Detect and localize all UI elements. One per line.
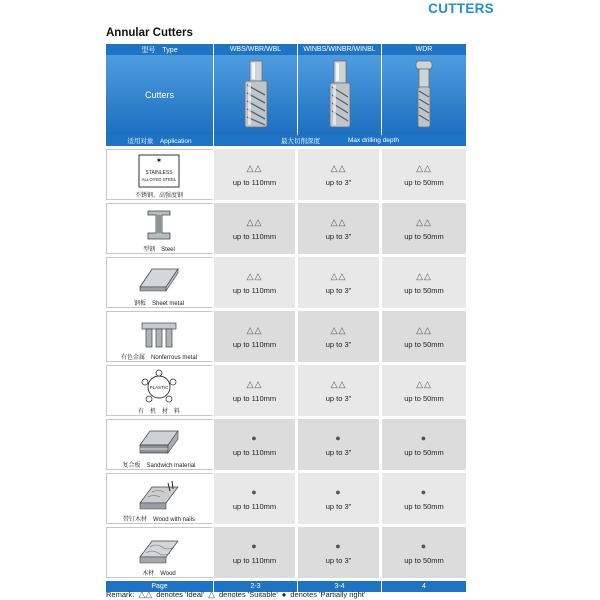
depth-cell: [382, 473, 466, 524]
material-label: 木材 Wood: [142, 571, 176, 577]
material-cell: [106, 203, 214, 254]
cutters-label: Cutters: [144, 90, 174, 100]
material-label: 型钢 Steel: [143, 247, 175, 253]
cutter-image-row: [106, 55, 466, 135]
depth-cell: [382, 203, 466, 254]
depth-value: up to 3": [325, 340, 352, 349]
depth-value: up to 3": [325, 394, 352, 403]
material-label: 钢板 Sheet metal: [133, 301, 185, 307]
depth-cell: [298, 419, 382, 470]
column-header: WBS/WBR/WBL: [214, 44, 298, 55]
material-row: [106, 419, 466, 470]
rating-symbol: △△: [246, 378, 263, 389]
depth-cell: [382, 149, 466, 200]
section-title: Annular Cutters: [106, 27, 193, 39]
depth-cell: [298, 473, 382, 524]
depth-label-cn: 最大切削深度: [281, 138, 321, 145]
type-header: 型号 Type: [106, 44, 214, 55]
material-row: [106, 203, 466, 254]
column-header: WINBS/WINBR/WINBL: [298, 44, 382, 55]
application-row: [106, 135, 466, 146]
sandwich-material-icon: [136, 423, 182, 459]
material-label: 复合板 Sandwich material: [122, 463, 196, 469]
depth-value: up to 3": [325, 232, 352, 241]
depth-cell: [214, 365, 298, 416]
material-cell: [106, 473, 214, 524]
depth-value: up to 50mm: [404, 394, 444, 403]
depth-value: up to 110mm: [232, 556, 277, 565]
header-row: [106, 44, 466, 55]
rating-symbol: △△: [416, 378, 432, 389]
depth-cell: [382, 527, 466, 578]
depth-cell: [298, 257, 382, 308]
depth-value: up to 3": [325, 178, 352, 187]
rating-symbol: △△: [330, 216, 347, 227]
partial-text: denotes 'Partially right': [290, 590, 366, 599]
rating-symbol: ●: [335, 487, 342, 497]
svg-text:✶: ✶: [155, 156, 163, 165]
remark: [106, 589, 365, 600]
depth-cell: [382, 365, 466, 416]
annular-cutter-icon: [404, 59, 444, 131]
ideal-symbol: △△: [138, 589, 153, 599]
rating-symbol: ●: [335, 433, 342, 443]
depth-value: up to 110mm: [232, 232, 277, 241]
rating-symbol: △△: [416, 270, 432, 281]
depth-value: up to 110mm: [232, 448, 277, 457]
column-header: WDR: [382, 44, 466, 55]
icon-text: ALLOYED STEEL: [141, 177, 177, 182]
depth-cell: [298, 149, 382, 200]
page-value: 2-3: [214, 581, 298, 592]
rating-symbol: ●: [420, 433, 428, 443]
rating-symbol: ●: [251, 433, 258, 443]
rating-symbol: △△: [330, 378, 347, 389]
material-row: [106, 311, 466, 362]
depth-cell: [298, 203, 382, 254]
icon-text: PLASTIC: [149, 385, 169, 390]
depth-cell: [214, 527, 298, 578]
material-cell: [106, 419, 214, 470]
rating-symbol: △△: [246, 270, 263, 281]
depth-cell: [298, 311, 382, 362]
remark-label: Remark:: [106, 590, 135, 599]
depth-value: up to 110mm: [232, 286, 277, 295]
brand-title: CUTTERS: [428, 1, 494, 16]
steel-beam-icon: [136, 207, 182, 243]
depth-value: up to 110mm: [232, 502, 277, 511]
depth-cell: [214, 311, 298, 362]
depth-cell: [382, 419, 466, 470]
depth-cell: [214, 149, 298, 200]
rating-symbol: ●: [251, 541, 258, 551]
rating-symbol: △△: [246, 324, 263, 335]
depth-cell: [214, 419, 298, 470]
cutter-table: [106, 44, 466, 592]
material-label: 不锈钢、高强度钢: [134, 193, 183, 199]
nonferrous-metal-icon: [136, 315, 182, 351]
rating-symbol: ●: [420, 487, 428, 497]
suitable-text: denotes 'Suitable': [219, 590, 278, 599]
page-label: Page: [106, 581, 214, 592]
icon-text: STAINLESS: [145, 170, 173, 176]
page-value: 3-4: [298, 581, 382, 592]
sheet-metal-icon: [136, 261, 182, 297]
material-row: [106, 149, 466, 200]
rating-symbol: ●: [251, 487, 258, 497]
depth-value: up to 50mm: [404, 502, 444, 511]
depth-value: up to 110mm: [232, 394, 277, 403]
material-cell: [106, 149, 214, 200]
plastic-icon: [136, 369, 182, 405]
depth-value: up to 50mm: [404, 340, 444, 349]
stainless-steel-icon: [136, 153, 182, 189]
depth-value: up to 50mm: [404, 556, 444, 565]
rating-symbol: △△: [330, 324, 347, 335]
depth-value: up to 110mm: [232, 178, 277, 187]
rating-symbol: ●: [335, 541, 342, 551]
wood-with-nails-icon: [136, 477, 182, 513]
depth-cell: [382, 311, 466, 362]
rating-symbol: △△: [330, 162, 347, 173]
depth-cell: [214, 473, 298, 524]
cutter-cell: [382, 55, 466, 135]
rating-symbol: ●: [420, 541, 428, 551]
material-row: [106, 473, 466, 524]
material-cell: [106, 527, 214, 578]
material-row: [106, 257, 466, 308]
material-cell: [106, 365, 214, 416]
annular-cutter-icon: [320, 59, 360, 131]
material-cell: [106, 257, 214, 308]
depth-value: up to 3": [325, 286, 352, 295]
rating-symbol: △△: [416, 216, 432, 227]
depth-value: up to 50mm: [404, 178, 444, 187]
wood-icon: [136, 531, 182, 567]
depth-value: up to 50mm: [404, 286, 444, 295]
rating-symbol: △△: [330, 270, 347, 281]
material-label: 带钉木材 Wood with nails: [123, 517, 195, 523]
depth-value: up to 3": [325, 502, 352, 511]
suitable-symbol: △: [208, 589, 216, 599]
page-value: 4: [382, 581, 466, 592]
depth-cell: [298, 527, 382, 578]
depth-value: up to 50mm: [404, 232, 444, 241]
material-label: 有 机 材 料: [137, 409, 180, 415]
material-row: [106, 365, 466, 416]
material-cell: [106, 311, 214, 362]
depth-cell: [298, 365, 382, 416]
depth-cell: [214, 257, 298, 308]
material-label: 有色金属 Nonferrous metal: [120, 355, 198, 361]
depth-header: [214, 135, 466, 146]
depth-cell: [382, 257, 466, 308]
rating-symbol: △△: [416, 324, 432, 335]
cutters-label-cell: [106, 55, 214, 135]
depth-value: up to 110mm: [232, 340, 277, 349]
depth-value: up to 3": [325, 556, 352, 565]
ideal-text: denotes 'Ideal': [156, 590, 205, 599]
depth-cell: [214, 203, 298, 254]
annular-cutter-icon: [236, 59, 276, 131]
partial-symbol: ●: [281, 590, 287, 599]
depth-value: up to 50mm: [404, 448, 444, 457]
cutter-cell: [214, 55, 298, 135]
cutter-cell: [298, 55, 382, 135]
application-label: 适用对象 Application: [106, 135, 214, 146]
depth-value: up to 3": [325, 448, 352, 457]
depth-label-en: Max drilling depth: [348, 137, 399, 144]
rating-symbol: △△: [246, 162, 263, 173]
material-row: [106, 527, 466, 578]
rating-symbol: △△: [246, 216, 263, 227]
rating-symbol: △△: [416, 162, 432, 173]
